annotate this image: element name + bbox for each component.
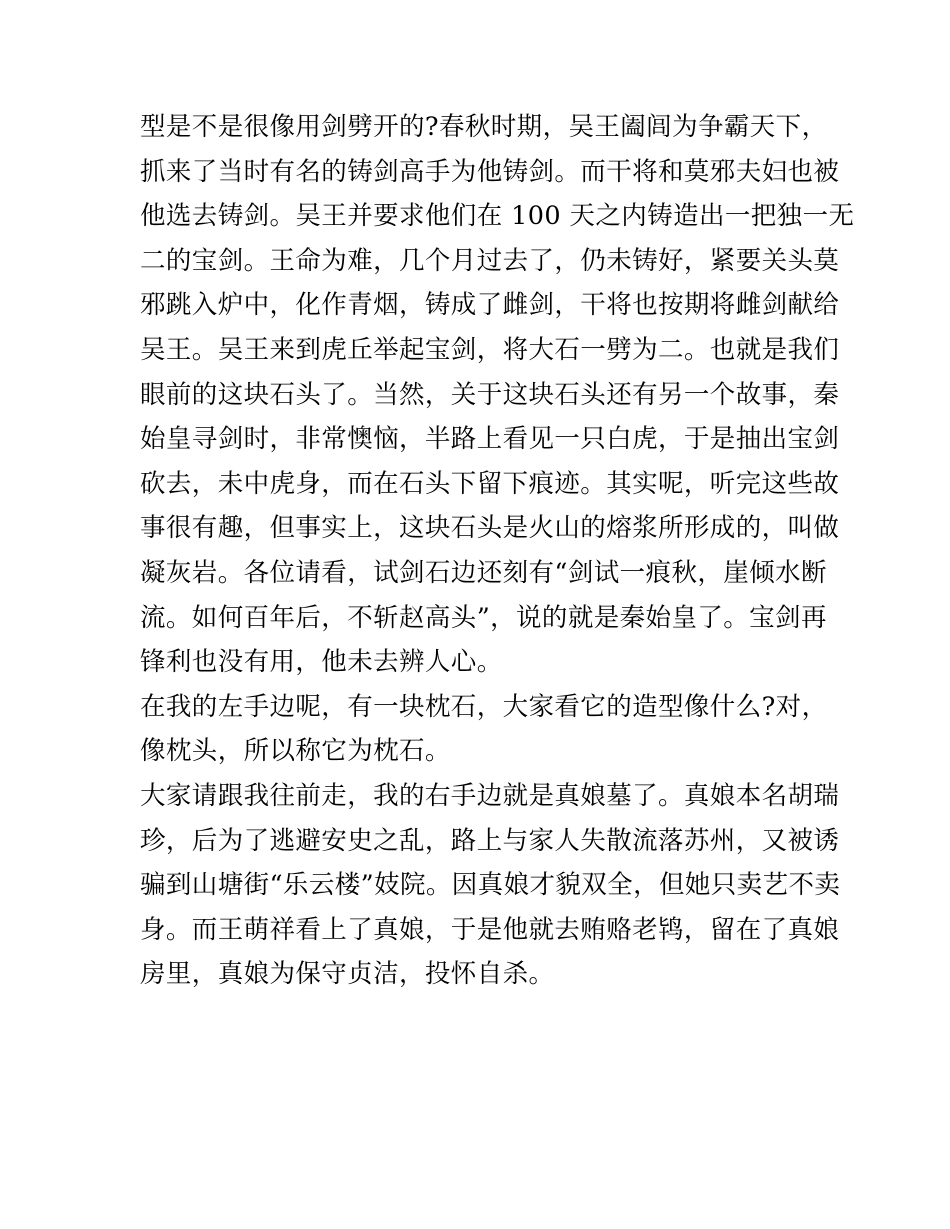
text-line: 珍，后为了逃避安史之乱，路上与家人失散流落苏州，又被诱 [140, 825, 840, 856]
text-line: 吴王。吴王来到虎丘举起宝剑，将大石一劈为二。也就是我们 [140, 334, 840, 365]
text-line: 流。如何百年后，不斩赵高头”，说的就是秦始皇了。宝剑再 [140, 602, 827, 633]
text-line: 砍去，未中虎身，而在石头下留下痕迹。其实呢，听完这些故 [140, 468, 840, 499]
text-line: 身。而王萌祥看上了真娘，于是他就去贿赂老鸨，留在了真娘 [140, 914, 840, 945]
text-line: 始皇寻剑时，非常懊恼，半路上看见一只白虎，于是抽出宝剑 [140, 424, 840, 455]
text-line: 二的宝剑。王命为难，几个月过去了，仍未铸好，紧要关头莫 [140, 245, 840, 276]
text-line: 邪跳入炉中，化作青烟，铸成了雌剑，干将也按期将雌剑献给 [140, 290, 840, 321]
text-line: 在我的左手边呢，有一块枕石，大家看它的造型像什么?对， [140, 691, 828, 722]
text-line: 凝灰岩。各位请看，试剑石边还刻有“剑试一痕秋，崖倾水断 [140, 557, 827, 588]
text-line: 锋利也没有用，他未去辨人心。 [140, 647, 503, 678]
body-text [140, 105, 855, 997]
text-line: 大家请跟我往前走，我的右手边就是真娘墓了。真娘本名胡瑞 [140, 780, 840, 811]
text-line: 抓来了当时有名的铸剑高手为他铸剑。而干将和莫邪夫妇也被 [140, 156, 840, 187]
text-line: 他选去铸剑。吴王并要求他们在 100 天之内铸造出一把独一无 [140, 201, 855, 232]
text-line: 房里，真娘为保守贞洁，投怀自杀。 [140, 959, 555, 990]
text-line: 型是不是很像用剑劈开的?春秋时期，吴王阖闾为争霸天下， [140, 112, 828, 142]
text-line: 像枕头，所以称它为枕石。 [140, 736, 451, 767]
text-line: 眼前的这块石头了。当然，关于这块石头还有另一个故事，秦 [140, 379, 840, 410]
text-line: 事很有趣，但事实上，这块石头是火山的熔浆所形成的，叫做 [140, 513, 840, 544]
text-line: 骗到山塘街“乐云楼”妓院。因真娘才貌双全，但她只卖艺不卖 [140, 870, 841, 901]
